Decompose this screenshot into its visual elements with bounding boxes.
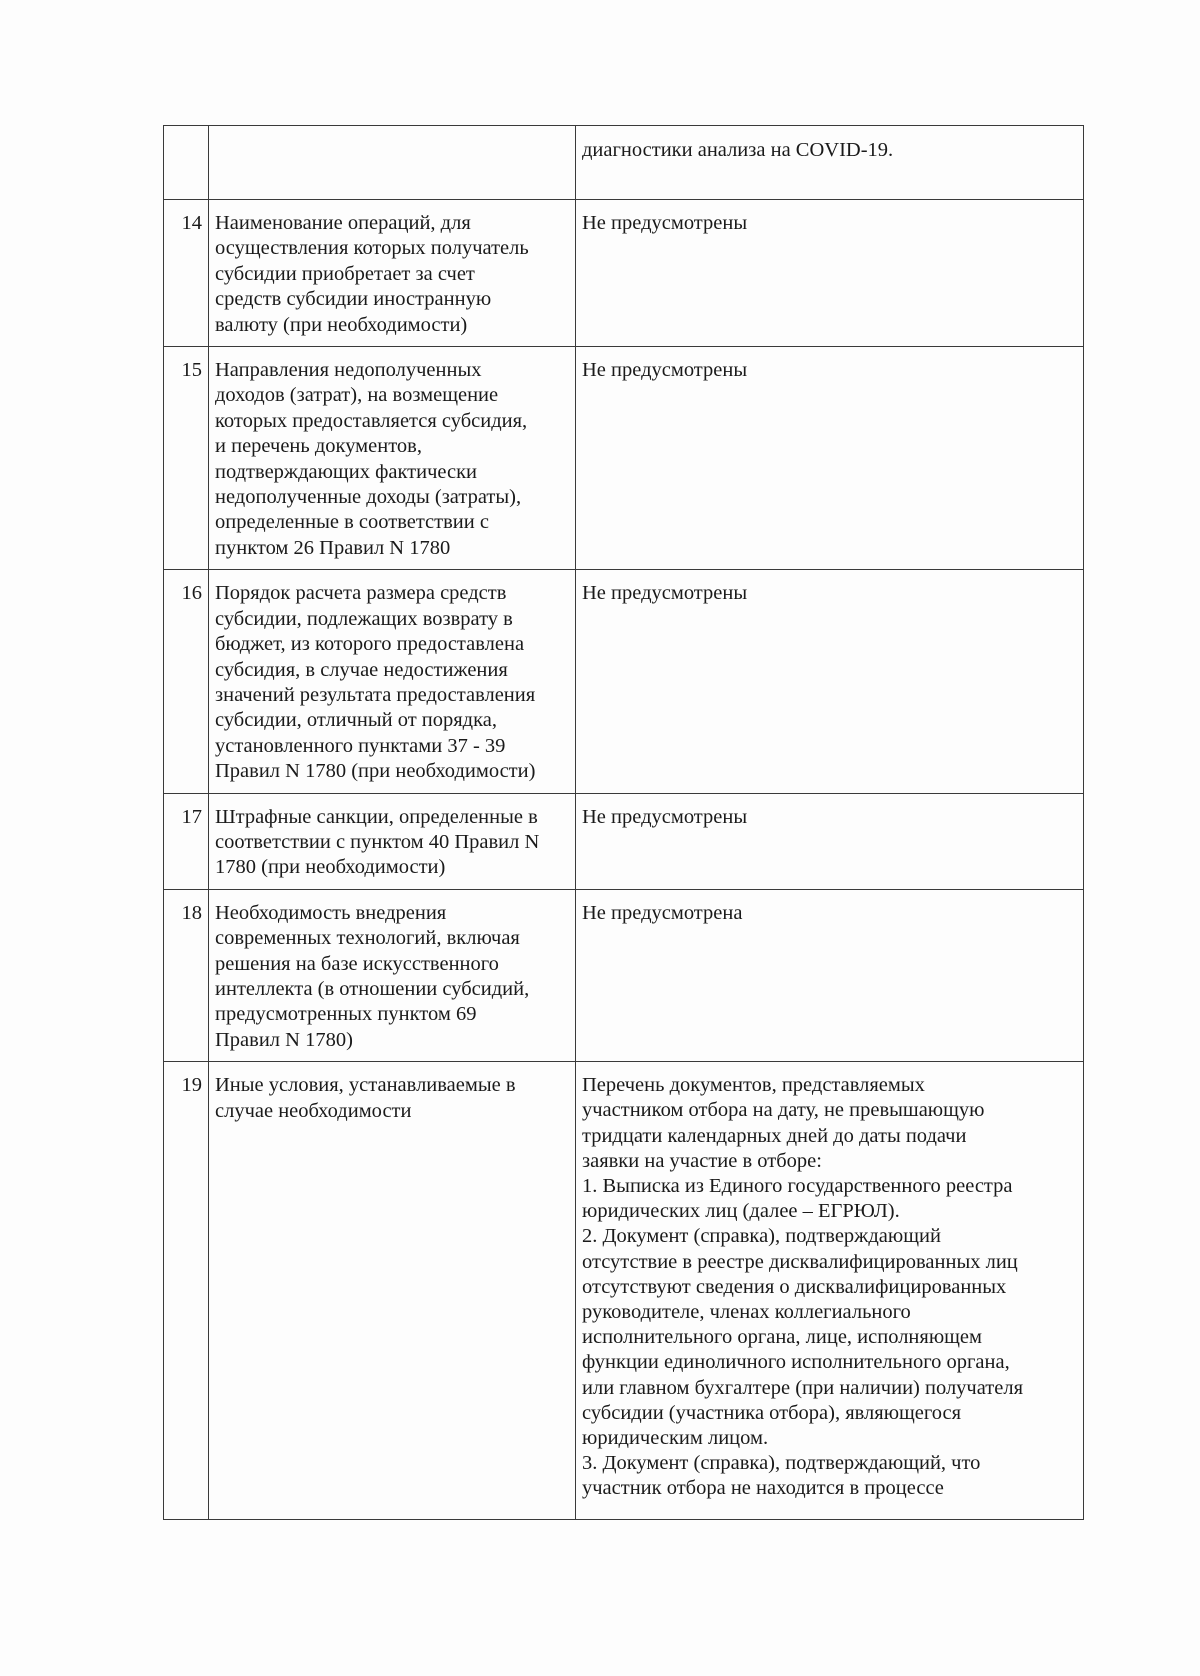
row-value: Не предусмотрены (576, 200, 1084, 347)
row-name: Штрафные санкции, определенные в соответствии с пунктом 40 Правил N 1780 (при необходимости) (209, 793, 576, 889)
row-number: 18 (164, 889, 209, 1061)
row-number: 14 (164, 200, 209, 347)
table-row (164, 1062, 1084, 1520)
row-name: Иные условия, устанавливаемые в случае необходимости (209, 1062, 576, 1520)
row-value: Не предусмотрены (576, 347, 1084, 570)
row-value: Не предусмотрены (576, 793, 1084, 889)
row-value: Перечень документов, представляемых участником отбора на дату, не превышающую тридцати календарных дней до даты подачи заявки на участие в отборе: 1. Выписка из Единого государственного реестра юридических лиц (далее – ЕГРЮЛ). 2. Документ (справка), подтверждающий отсутствие в реестре дисквалифицированных лиц отсутствуют сведения о дисквалифицированных руководителе, членах коллегиального исполнительного органа, лице, исполняющем функции единоличного исполнительного органа, или главном бухгалтере (при наличии) получателя субсидии (участника отбора), являющегося юридическим лицом. 3. Документ (справка), подтверждающий, что участник отбора не находится в процессе (576, 1062, 1084, 1520)
table-row (164, 570, 1084, 793)
row-value: Не предусмотрена (576, 889, 1084, 1061)
table-row (164, 126, 1084, 200)
row-name: Порядок расчета размера средств субсидии, подлежащих возврату в бюджет, из которого предоставлена субсидия, в случае недостижения значений результата предоставления субсидии, отличный от порядка, установленного пунктами 37 - 39 Правил N 1780 (при необходимости) (209, 570, 576, 793)
conditions-table (163, 125, 1084, 1520)
table-row (164, 347, 1084, 570)
table-row (164, 889, 1084, 1061)
row-value: Не предусмотрены (576, 570, 1084, 793)
row-number: 17 (164, 793, 209, 889)
row-number: 15 (164, 347, 209, 570)
row-name: Направления недополученных доходов (затрат), на возмещение которых предоставляется субсидия, и перечень документов, подтверждающих фактически недополученные доходы (затраты), определенные в соответствии с пунктом 26 Правил N 1780 (209, 347, 576, 570)
table-row (164, 200, 1084, 347)
row-name (209, 126, 576, 200)
row-number: 19 (164, 1062, 209, 1520)
row-name: Необходимость внедрения современных технологий, включая решения на базе искусственного интеллекта (в отношении субсидий, предусмотренных пунктом 69 Правил N 1780) (209, 889, 576, 1061)
table-row (164, 793, 1084, 889)
row-value: диагностики анализа на COVID-19. (576, 126, 1084, 200)
row-name: Наименование операций, для осуществления которых получатель субсидии приобретает за счет средств субсидии иностранную валюту (при необходимости) (209, 200, 576, 347)
row-number: 16 (164, 570, 209, 793)
row-number (164, 126, 209, 200)
